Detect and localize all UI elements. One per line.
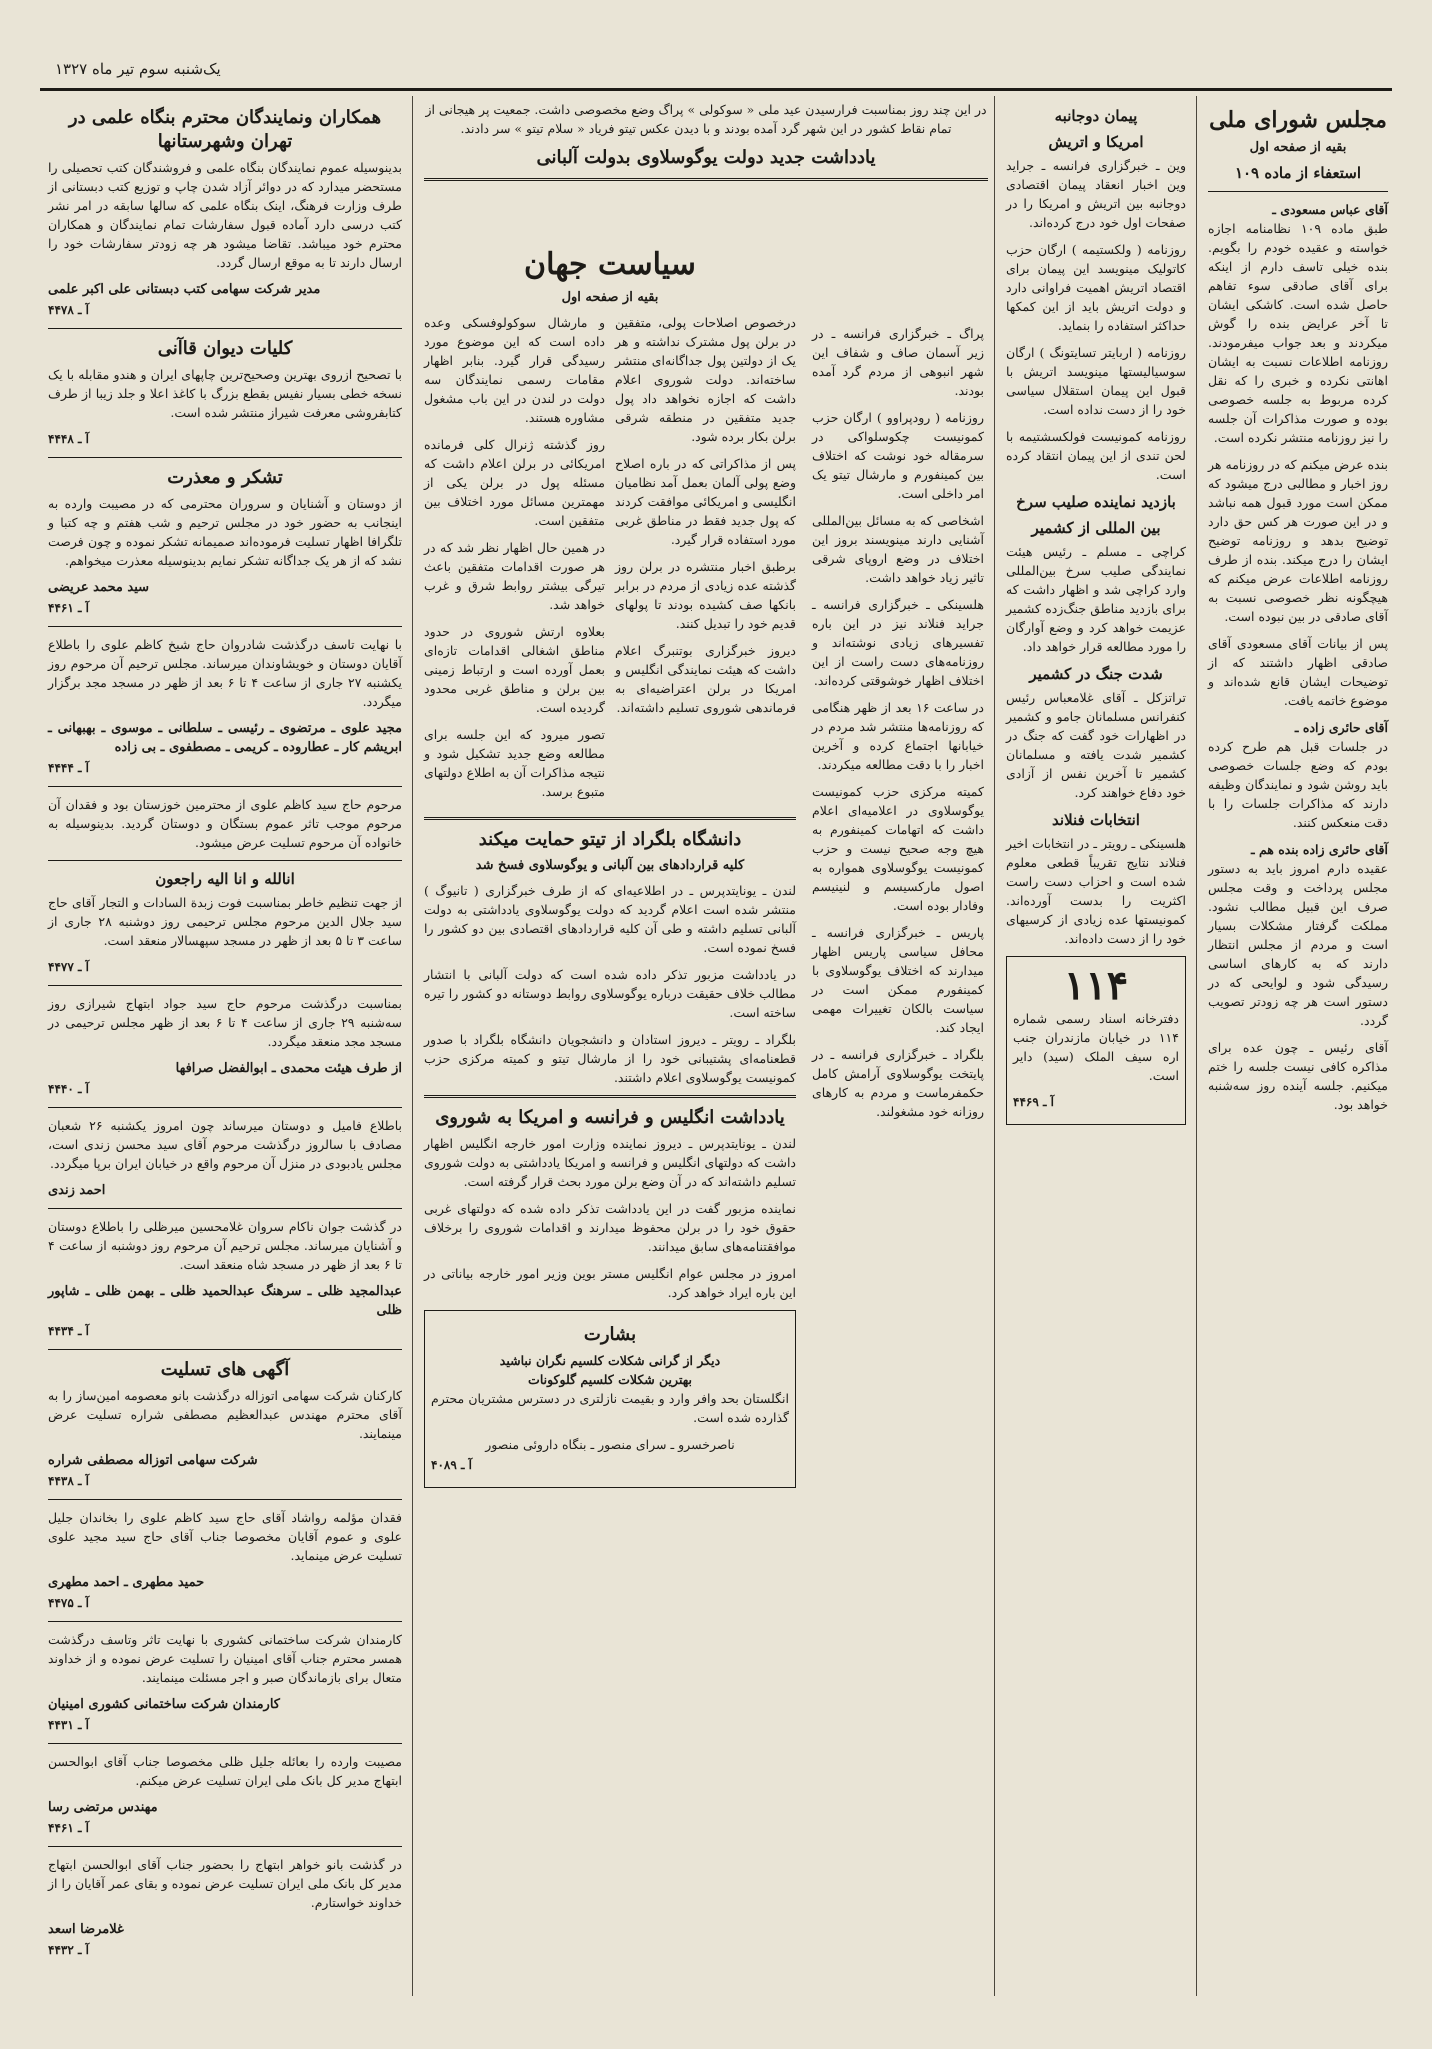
ad-code: آ ـ ۴۴۳۱ xyxy=(48,1718,89,1732)
ad-line: بهترین شکلات کلسیم گلوکونات xyxy=(528,1372,692,1387)
two-column-block xyxy=(424,313,796,809)
divider xyxy=(48,457,402,458)
paragraph: و مارشال سوکولوفسکی وعده داده است که این موضوع مورد رسیدگی قرار گیرد. بنابر اظهار مقامات رسمی نمایندگان سه دولت در لندن در این باب مشغول مشاوره هستند. xyxy=(424,315,605,425)
world-politics-subtitle: بقیه از صفحه اول xyxy=(561,290,659,305)
speaker-name: آقای حائری زاده بنده هم ـ xyxy=(1250,842,1388,857)
announcement-qaani xyxy=(48,337,402,449)
belgrade-headline: دانشگاه بلگراد از تیتو حمایت میکند xyxy=(478,829,742,850)
ad-code: آ ـ ۴۴۴۴ xyxy=(48,761,89,775)
divider xyxy=(424,1095,796,1098)
announcement-rasa xyxy=(48,1752,402,1838)
paragraph: کمیته مرکزی حزب کمونیست یوگوسلاوی در اعلامیه‌ای اعلام داشت که اتهامات کمینفورم به هیچ وجه صحیح نیست و حزب کمونیست یوگوسلاوی همواره به اصول مارکسیسم و لنینیسم وفادار بوده است. xyxy=(812,784,984,913)
paragraph: روزنامه ( رودپراوو ) ارگان حزب کمونیست چکوسلواکی در سرمقاله خود نوشت که اختلاف بین کمینفورم و مارشال تیتو یک امر داخلی است. xyxy=(812,410,984,501)
paragraph: روز گذشته ژنرال کلی فرمانده امریکائی در برلن اعلام داشت که مسئله پول در برلن یکی از مهمترین مسائل مورد اختلاف بین متفقین است. xyxy=(424,437,605,528)
page-folio: یک‌شنبه سوم تیر ماه ۱۳۲۷ xyxy=(55,60,221,78)
announcement-text: در گذشت جوان ناکام سروان غلامحسین میرظلی را باطلاع دوستان و آشنایان میرساند. مجلس ترحیم آن مرحوم روز دوشنبه از ساعت ۴ تا ۶ بعد از ظهر در مسجد شاه منعقد است. xyxy=(48,1219,402,1272)
announcement-text: از جهت تنظیم خاطر بمناسبت فوت زبدة السادات و التجار آقای حاج سید جلال الدین مرحوم مجلس ترحیمی روز دوشنبه ۲۸ جاری از ساعت ۳ تا ۵ بعد از ظهر در مسجد سپهسالار منعقد است. xyxy=(48,895,402,948)
announcement-thanks xyxy=(48,466,402,618)
paragraph: پس از مذاکراتی که در باره اصلاح وضع پولی آلمان بعمل آمد نظامیان انگلیسی و امریکائی موافقت کردند که پول جدید فقط در مناطق غربی مورد استفاده قرار گیرد. xyxy=(615,456,796,547)
ad-code: آ ـ ۴۴۷۷ xyxy=(48,960,89,974)
announcement-text: بمناسبت درگذشت مرحوم حاج سید جواد ابتهاج شیرازی روز سه‌شنبه ۲۹ جاری از ساعت ۴ تا ۶ بعد از ظهر مجلس ترحیمی در مسجد مجد منعقد میگردد. xyxy=(48,996,403,1049)
divider xyxy=(1208,191,1388,192)
divider xyxy=(48,626,402,627)
speaker-name: آقای عباس مسعودی ـ xyxy=(1272,202,1388,217)
paragraph: هلسینکی ـ رویتر ـ در انتخابات اخیر فنلاند نتایج تقریباً قطعی معلوم شده است و احزاب دست راست اکثریت را بدست آورده‌اند. کمونیستها عده زیادی از کرسیهای خود را از دست داده‌اند. xyxy=(1006,836,1186,946)
announcement-signature: شرکت سهامی اتوزاله مصطفی شراره xyxy=(48,1453,258,1468)
paragraph: برطبق اخبار منتشره در برلن روز گذشته عده زیادی از مردم در برابر بانکها صف کشیده بودند تا پولهای قدیم خود را تبدیل کنند. xyxy=(615,559,796,631)
ad-code: آ ـ ۴۴۴۸ xyxy=(48,432,89,446)
paragraph: طبق ماده ۱۰۹ نظامنامه اجازه خواسته و عقیده خودم را بگویم. بنده خیلی تاسف دارم از اینکه برای آقای صادقی سوء تفاهم حاصل شده است. کاشکی ایشان تا آخر عرایض بنده را گوش میکردند و بعد جواب میفرمودند. روزنامه اطلاعات نسبت به ایشان اهانتی نکرده و خبری را که نقل کرده مربوط به جلسه خصوصی بوده و صورت مذاکرات آن جلسه را نیز روزنامه منتشر نکرده است. xyxy=(1208,221,1388,445)
announcement-text: باطلاع فامیل و دوستان میرساند چون امروز یکشنبه ۲۶ شعبان مصادف با سالروز درگذشت مرحوم آقای سید محسن زندی است، مجلس یادبودی در منزل آن مرحوم واقع در خیابان ایران برپا میگردد. xyxy=(48,1118,402,1171)
announcement-signature: مهندس مرتضی رسا xyxy=(48,1800,158,1815)
divider xyxy=(424,178,988,181)
ad-code: آ ـ ۴۴۷۵ xyxy=(48,1596,89,1610)
announcement-signature: از طرف هیئت محمدی ـ ابوالفضل صرافها xyxy=(175,1061,402,1076)
ad-code: آ ـ ۴۴۳۲ xyxy=(48,1943,89,1957)
announcement-text: فقدان مؤلمه رواشاد آقای حاج سید کاظم علوی را بخاندان جلیل علوی و عموم آقایان مخصوصا جناب آقای حاج سید مجید علوی تسلیت عرض مینماید. xyxy=(48,1510,402,1563)
announcement-signature: حمید مطهری ـ احمد مطهری xyxy=(48,1575,205,1590)
paragraph: وین ـ خبرگزاری فرانسه ـ جراید وین اخبار انعقاد پیمان اقتصادی دوجانبه بین اتریش و امریکا را در صفحات اول خود درج کرده‌اند. xyxy=(1006,158,1186,230)
ad-title: بشارت xyxy=(583,1324,637,1345)
news-headline: انتخابات فنلاند xyxy=(1052,811,1140,829)
column-foreign-news xyxy=(998,96,1194,1996)
paragraph: در ساعت ۱۶ بعد از ظهر هنگامی که روزنامه‌ها منتشر شد مردم در خیابانها اجتماع کرده و آخرین اخبار را با دقت مطالعه میکردند. xyxy=(812,700,984,772)
paragraph: بلگراد ـ خبرگزاری فرانسه ـ در پایتخت یوگوسلاوی آرامش کامل حکمفرماست و مردم به کارهای روزانه خود مشغولند. xyxy=(812,1047,984,1119)
belgrade-subheadline: کلیه قرارداد‌های بین آلبانی و یوگوسلاوی فسخ شد xyxy=(475,858,745,873)
announcement-signature: مدیر شرکت سهامی کتب دبستانی علی اکبر علمی xyxy=(48,282,321,297)
divider xyxy=(48,1499,402,1500)
announcement-zandi xyxy=(48,1116,402,1200)
news-headline: امریکا و اتریش xyxy=(1048,133,1144,151)
column-announcements xyxy=(40,96,410,1996)
chocolate-ad xyxy=(424,1310,796,1488)
ad-code: آ ـ ۴۴۶۹ xyxy=(1013,1095,1054,1109)
news-headline: شدت جنگ در کشمیر xyxy=(1029,665,1163,683)
divider xyxy=(48,1349,402,1350)
announcement-signature: کارمندان شرکت ساختمانی کشوری امینیان xyxy=(48,1697,280,1712)
announcement-zelli xyxy=(48,1217,402,1341)
announcement-title: تشکر و معذرت xyxy=(167,467,283,488)
ad-line: دیگر از گرانی شکلات کلسیم نگران نباشید xyxy=(499,1353,721,1368)
paragraph: روزنامه کمونیست فولکسشتیمه با لحن تندی از این پیمان انتقاد کرده است. xyxy=(1006,429,1186,482)
divider xyxy=(48,1621,402,1622)
announcement-text: در گذشت بانو خواهر ابتهاج را بحضور جناب آقای ابوالحسن ابتهاج مدیر کل بانک ملی ایران تسلیت عرض نموده و بقای عمر آقایان را از خداوند خواستارم. xyxy=(48,1857,402,1910)
paragraph: در همین حال اظهار نظر شد که در هر صورت اقدامات متفقین باعث تیرگی بیشتر روابط شرق و غرب خواهد شد. xyxy=(424,540,605,612)
announcement-text: مصیبت وارده را بعائله جلیل ظلی مخصوصا جناب آقای ابوالحسن ابتهاج مدیر کل بانک ملی ایران تسلیت عرض میکنم. xyxy=(48,1754,402,1788)
column-divider xyxy=(994,96,995,1996)
announcement-text: با تصحیح ازروی بهترین وصحیح‌ترین چاپهای ایران و هندو مقابله با یک نسخه خطی بسیار نفیس بقطع بزرگ با کاغذ اعلا و جلد زیبا از طرف کتابفروشی معرفت شیراز منتشر شده است. xyxy=(48,367,402,420)
world-politics-title: سیاست جهان xyxy=(524,247,696,282)
announcement-motahari xyxy=(48,1508,402,1613)
divider xyxy=(48,786,402,787)
announcement-text: کارمندان شرکت ساختمانی کشوری با نهایت تاثر وتاسف درگذشت همسر محترم جناب آقای امینیان را تسلیت عرض نموده و از خداوند متعال برای بازماندگان صبر و اجر مسئلت مینمایند. xyxy=(48,1632,402,1685)
paragraph: در جلسات قبل هم طرح کرده بودم که وضع جلسات خصوصی باید روشن شود و نمایندگان وظیفه دارند که مذاکرات جلسات را با دقت منعکس کنند. xyxy=(1208,739,1388,830)
paragraph: درخصوص اصلاحات پولی، متفقین در برلن پول مشترک نداشته و هر یک از دولتین پول جداگانه‌ای منتشر ساخته‌اند. دولت شوروی اعلام داشت که اجازه نخواهد داد پول جدید متفقین در منطقه شرقی برلن بکار برده شود. xyxy=(615,315,796,444)
paragraph: هلسینکی ـ خبرگزاری فرانسه ـ جراید فنلاند نیز در این باره تفسیرهای زیادی نوشته‌اند و روزنامه‌های دست راست از این اختلاف اظهار خوشوقتی کرده‌اند. xyxy=(812,597,984,688)
announcement-bookstore xyxy=(48,106,402,320)
column-divider xyxy=(1196,96,1197,1996)
paragraph: پس از بیانات آقای مسعودی آقای صادقی اظهار داشتند که از توضیحات ایشان قانع شده‌اند و موضوع خاتمه یافت. xyxy=(1208,636,1388,708)
column-prague-news xyxy=(804,320,992,1996)
subcolumn-left xyxy=(424,313,605,809)
divider xyxy=(48,1107,402,1108)
paragraph: پاریس ـ خبرگزاری فرانسه ـ محافل سیاسی پاریس اظهار میدارند که اختلاف یوگوسلاوی با کمینفورم ممکن است در سیاست بالکان تغییرات مهمی ایجاد کند. xyxy=(812,925,984,1035)
announcement-text: بدینوسیله عموم نمایندگان بنگاه علمی و فروشندگان کتب تحصیلی را مستحضر میدارد که در دوائر آزاد شدن چاپ و توزیع کتب دبستانی از طرف وزارت فرهنگ، اینک بنگاه علمی که سالها سابقه در امر نشر کتب درسی دارد آماده قبول سفارشات تمام نمایندگان و همکاران محترم خود میباشد. تقاضا میشود هر چه زودتر سفارشات خود را ارسال دارند تا به موقع ارسال گردد. xyxy=(48,160,402,270)
paragraph: آقای رئیس ـ چون عده برای مذاکره کافی نیست جلسه را ختم میکنیم. جلسه آینده روز سه‌شنبه خواهد بود. xyxy=(1208,1040,1388,1112)
news-headline: پیمان دوجانبه xyxy=(1054,107,1138,125)
ad-text: دفترخانه اسناد رسمی شماره ۱۱۴ در خیابان مازندران جنب اره سیف الملک (سید) دایر است. xyxy=(1013,1011,1179,1083)
column-world-politics xyxy=(416,236,804,1996)
speaker-name: آقای حائری زاده ـ xyxy=(1294,720,1388,735)
paragraph: دیروز خبرگزاری بوتنبرگ اعلام داشت که هیئت نمایندگی انگلیس و امریکا در برلن اعتراضیه‌ای به فرماندهی شوروی تسلیم داشته‌اند. xyxy=(615,643,796,715)
paragraph: عقیده دارم امروز باید به دستور مجلس پرداخت و وقت مجلس صرف این قبیل مطالب نشود. مملکت گرفتار مشکلات بسیار است و مردم از مجلس انتظار دارند که به کارهای اساسی رسیدگی شود و لوایحی که در دستور است هر چه زودتر تصویب گردد. xyxy=(1208,861,1388,1028)
announcement-signature: غلامرضا اسعد xyxy=(48,1922,124,1937)
announcement-title: کلیات دیوان قاآنی xyxy=(157,338,293,359)
news-headline: بازدید نماینده صلیب سرخ xyxy=(1016,493,1176,511)
paragraph: روزنامه ( ولکستیمه ) ارگان حزب کاتولیک مینویسد این پیمان برای اقتصاد اتریش اهمیت فراوانی دارد و دولت اتریش باید از این کمکها حداکثر استفاده را بنماید. xyxy=(1006,242,1186,333)
paragraph: پراگ ـ خبرگزاری فرانسه ـ در زیر آسمان صاف و شفاف این شهر انبوهی از مردم گرد آمده بودند. xyxy=(812,326,984,398)
column-parliament xyxy=(1200,96,1396,1996)
paragraph: نماینده مزبور گفت در این یادداشت تذکر داده شده که دولتهای غربی حقوق خود را در برلن محفوظ میدارند و اقدامات شوروی را برخلاف موافقتنامه‌های سابق میدانند. xyxy=(424,1201,796,1254)
paragraph: تصور میرود که این جلسه برای مطالعه وضع جدید تشکیل شود و نتیجه مذاکرات آن به اطلاع دولتهای متبوع برسد. xyxy=(424,727,605,799)
ad-code: آ ـ ۴۴۳۸ xyxy=(48,1474,89,1488)
ad-code: آ ـ ۴۴۶۱ xyxy=(48,1821,89,1835)
ad-code: آ ـ ۴۴۴۰ xyxy=(48,1082,89,1096)
paragraph: امروز در مجلس عوام انگلیس مستر بوین وزیر امور خارجه بیاناتی در این باره ایراد خواهد کرد. xyxy=(424,1266,796,1300)
paragraph: بعلاوه ارتش شوروی در حدود مناطق اشغالی اقدامات تازه‌ای بعمل آورده است و ارتباط زمینی بین برلن و مناطق غربی محدود گردیده است. xyxy=(424,624,605,715)
subcolumn-right xyxy=(615,313,796,809)
main-headline: یادداشت جدید دولت یوگوسلاوی بدولت آلبانی xyxy=(536,147,876,168)
paragraph: بلگراد ـ رویتر ـ دیروز استادان و دانشجویان دانشگاه بلگراد با صدور قطعنامه‌ای پشتیبانی خود را از مارشال تیتو و کمیته مرکزی حزب کمونیست یوگوسلاوی اعلام داشتند. xyxy=(424,1032,796,1085)
parliament-subtitle: بقیه از صفحه اول xyxy=(1249,140,1347,155)
ad-code: آ ـ ۴۰۸۹ xyxy=(431,1458,472,1472)
announcement-title: همکاران ونمایندگان محترم بنگاه علمی در تهران وشهرستانها xyxy=(68,107,382,152)
paragraph: اشخاصی که به مسائل بین‌المللی آشنایی دارند مینویسند بروز این اختلاف در وضع اروپای شرقی تاثیر زیاد خواهد داشت. xyxy=(812,513,984,585)
office-number: ۱۱۴ xyxy=(1063,962,1129,1009)
top-rule xyxy=(40,88,1392,91)
paragraph: روزنامه ( اربایتر تسایتونگ ) ارگان سوسیالیستها مینویسد اتریش با قبول این پیمان استقلال سیاسی خود را از دست نداده است. xyxy=(1006,345,1186,417)
parliament-title: مجلس شورای ملی xyxy=(1209,107,1387,133)
top-note: در این چند روز بمناسبت فرارسیدن عید ملی « سوکولی » پراگ وضع مخصوصی داشت. جمعیت پر هیجانی از تمام نقاط کشور در این شهر گرد آمده بودند و با دیدن عکس تیتو فریاد « سلام تیتو » سر دادند. xyxy=(425,102,987,136)
announcement-text: از دوستان و آشنایان و سروران محترمی که در مصیبت وارده به اینجانب به حضور خود در مجلس ترحیم و شب هفتم و چه کتبا و تلگرافا اظهار تسلیت فرموده‌اند صمیمانه تشکر نموده و چون فرصت نشد که از هر یک جداگانه تشکر نمایم بدینوسیله معذرت میخواهم. xyxy=(48,496,402,568)
paragraph: بنده عرض میکنم که در روزنامه هر روز اخبار و مطالبی درج میشود که ممکن است مورد قبول همه نباشد و در این صورت هر کس حق دارد توضیح بدهد و روزنامه توضیح ایشان را درج میکند. بنده از طرف روزنامه اطلاعات عرض میکنم که هیچگونه نظر خصوصی نسبت به آقای صادقی در بین نبوده است. xyxy=(1208,457,1388,624)
ad-text: انگلستان بحد وافر وارد و بقیمت نازلتری در دسترس مشتریان محترم گذارده شده است. xyxy=(431,1391,789,1425)
divider xyxy=(48,1743,402,1744)
news-headline: بین المللی از کشمیر xyxy=(1031,519,1161,537)
divider xyxy=(48,985,402,986)
announcement-ebtehaj xyxy=(48,994,402,1099)
ad-address: ناصرخسرو ـ سرای منصور ـ بنگاه داروئی منصور xyxy=(485,1437,735,1452)
note-headline: یادداشت انگلیس و فرانسه و امریکا به شوروی xyxy=(435,1107,785,1128)
announcement-memorial xyxy=(48,635,402,778)
announcement-asad xyxy=(48,1855,402,1960)
paragraph: لندن ـ یونایتدپرس ـ دیروز نماینده وزارت امور خارجه انگلیس اظهار داشت که دولتهای انگلیس و فرانسه و امریکا یادداشتی به دولت شوروی تسلیم داشته‌اند که در آن وضع برلن مورد بحث قرار گرفته است. xyxy=(424,1136,796,1189)
notary-ad xyxy=(1006,956,1186,1125)
paragraph: در یادداشت مزبور تذکر داده شده است که دولت آلبانی با انتشار مطالب خلاف حقیقت درباره یوگوسلاوی روابط دوستانه دو کشور را تیره ساخته است. xyxy=(424,967,796,1020)
ad-code: آ ـ ۴۴۷۸ xyxy=(48,303,89,317)
announcement-signature: سید محمد عریضی xyxy=(48,580,150,595)
announcement-names: عبدالمجید ظلی ـ سرهنگ عبدالحمید ظلی ـ بهمن ظلی ـ شاپور ظلی xyxy=(48,1284,402,1318)
ad-code: آ ـ ۴۴۳۴ xyxy=(48,1324,89,1338)
column-divider xyxy=(412,96,413,1996)
ad-code: آ ـ ۴۴۶۱ xyxy=(48,601,89,615)
announcement-text: با نهایت تاسف درگذشت شادروان حاج شیخ کاظم علوی را باطلاع آقایان دوستان و خویشاوندان میرساند. مجلس ترحیم آن مرحوم روز یکشنبه ۲۷ جاری از ساعت ۴ تا ۶ بعد از ظهر در مسجد مجد برگزار میگردد. xyxy=(48,637,403,709)
announcement-names: مجید علوی ـ مرتضوی ـ رئیسی ـ سلطانی ـ موسوی ـ بهبهانی ـ ابریشم کار ـ عطاروده ـ کریمی ـ مصطفوی ـ بی زاده xyxy=(48,721,402,755)
parliament-heading: استعفاء از ماده ۱۰۹ xyxy=(1234,164,1362,182)
announcement-signature: احمد زندی xyxy=(48,1183,106,1198)
announcement-title: انالله و انا الیه راجعون xyxy=(155,870,295,888)
announcement-text: مرحوم حاج سید کاظم علوی از محترمین خوزستان بود و فقدان آن مرحوم موجب تاثر عموم بستگان و دوستان گردید. بدینوسیله به خانواده آن مرحوم تسلیت عرض میشود. xyxy=(48,797,402,850)
divider xyxy=(48,328,402,329)
paragraph: کراچی ـ مسلم ـ رئیس هیئت نمایندگی صلیب سرخ بین‌المللی وارد کراچی شد و اظهار داشت که برای بازدید مناطق جنگ‌زده کشمیر عزیمت خواهد کرد و وضع آوارگان را مورد مطالعه قرار خواهد داد. xyxy=(1006,544,1186,654)
paragraph: لندن ـ یونایتدپرس ـ در اطلاعیه‌ای که از طرف خبرگزاری ( تانیوگ ) منتشر شده است اعلام گردید که دولت یوگوسلاوی یادداشتی به دولت آلبانی تسلیم داشته و طی آن کلیه قراردادهای اقتصادی بین دو کشور را فسخ نموده است. xyxy=(424,883,796,955)
announcement-condolence xyxy=(48,1358,402,1491)
announcement-text: کارکنان شرکت سهامی اتوزاله درگذشت بانو معصومه امین‌ساز را به آقای محترم مهندس عبدالعظیم مصطفی شراره تسلیت عرض مینمایند. xyxy=(48,1388,402,1441)
announcement-aminian xyxy=(48,1630,402,1735)
paragraph: تراتزکل ـ آقای غلامعباس رئیس کنفرانس مسلمانان جامو و کشمیر در اظهارات خود گفت که جنگ در کشمیر شدت یافته و مسلمانان کشمیر تا آخرین نفس از آزادی خود دفاع خواهند کرد. xyxy=(1006,690,1186,800)
divider xyxy=(48,1208,402,1209)
divider xyxy=(424,817,796,820)
divider xyxy=(48,1846,402,1847)
announcement-inna-lillah xyxy=(48,869,402,977)
announcement-title: آگهی های تسلیت xyxy=(160,1359,290,1380)
divider xyxy=(48,860,402,861)
